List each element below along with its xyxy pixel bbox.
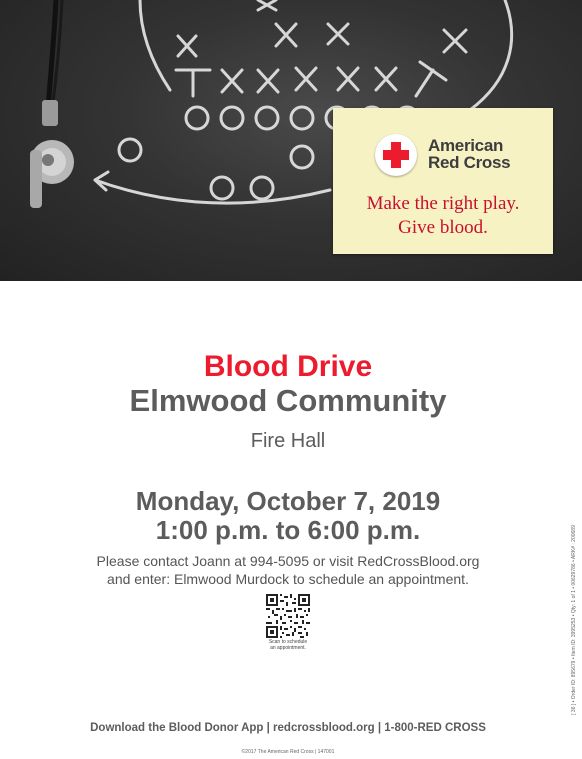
event-location: Elmwood Community bbox=[129, 383, 447, 418]
chalk-x-marks bbox=[178, 0, 466, 92]
event-title: Blood Drive bbox=[203, 350, 373, 383]
whistle-icon bbox=[30, 100, 74, 208]
tagline-line2: Give blood. bbox=[398, 217, 488, 238]
contact-line2: and enter: Elmwood Murdock to schedule an appointment. bbox=[107, 571, 469, 587]
promo-note-card bbox=[333, 108, 553, 254]
print-order-code: [ 36 ] • Order ID: 895679 • Item ID: 3995253 • Qty: 1 of 1 • 00629786 • ARK# : 200689 bbox=[571, 525, 577, 715]
chalkboard-hero-image bbox=[0, 0, 582, 281]
qr-caption-line2: an appointment. bbox=[270, 645, 306, 651]
footer-links: Download the Blood Donor App | redcrossblood.org | 1-800-RED CROSS bbox=[90, 722, 486, 734]
org-name bbox=[428, 137, 548, 171]
red-cross-logo-icon bbox=[375, 134, 417, 176]
contact-line1: Please contact Joann at 994-5095 or visit RedCrossBlood.org bbox=[96, 553, 480, 569]
event-sub-location: Fire Hall bbox=[250, 430, 326, 452]
tagline-line1: Make the right play. bbox=[366, 193, 520, 214]
contact-info bbox=[0, 552, 576, 588]
qr-code-icon[interactable] bbox=[266, 594, 310, 638]
tagline bbox=[333, 192, 553, 240]
qr-caption bbox=[258, 639, 318, 651]
event-time: 1:00 p.m. to 6:00 p.m. bbox=[155, 515, 421, 545]
org-name-line2: Red Cross bbox=[428, 153, 511, 172]
event-date: Monday, October 7, 2019 bbox=[135, 486, 441, 516]
qr-caption-line1: Scan to schedule bbox=[268, 639, 308, 645]
copyright-notice: ©2017 The American Red Cross | 147001 bbox=[241, 749, 335, 755]
org-name-line1: American bbox=[428, 136, 504, 155]
